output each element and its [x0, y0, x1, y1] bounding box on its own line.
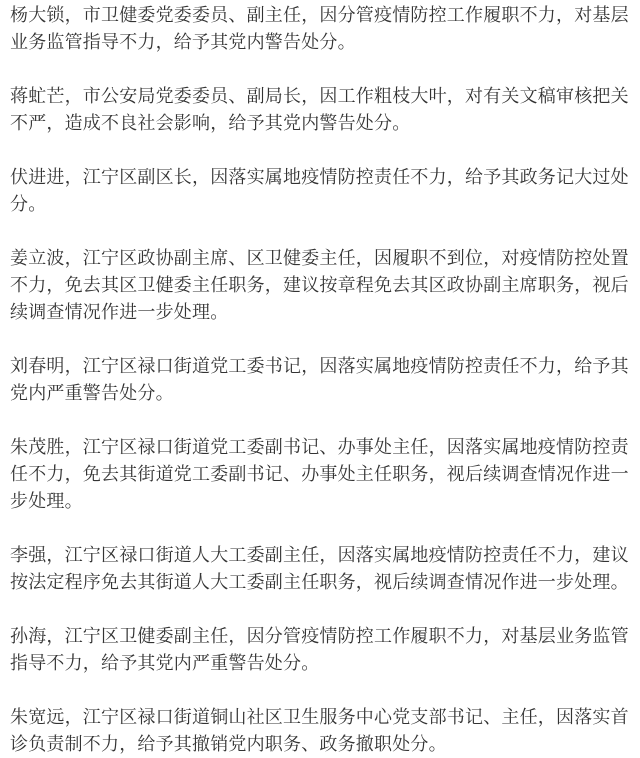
paragraph-yang-dasuo: 杨大锁，市卫健委党委委员、副主任，因分管疫情防控工作履职不力，对基层业务监管指导不力，给予其党内警告处分。	[10, 5, 629, 53]
paragraph-jiang-hongmang: 蒋虻芒，市公安局党委委员、副局长，因工作粗枝大叶，对有关文稿审核把关不严，造成不良社会影响，给予其党内警告处分。	[10, 86, 629, 134]
paragraph-jiang-libo: 姜立波，江宁区政协副主席、区卫健委主任，因履职不到位，对疫情防控处置不力，免去其区卫健委主任职务，建议按章程免去其区政协副主席职务，视后续调查情况作进一步处理。	[10, 248, 629, 323]
article-body	[0, 2, 640, 755]
paragraph-zhu-maosheng: 朱茂胜，江宁区禄口街道党工委副书记、办事处主任，因落实属地疫情防控责任不力，免去其街道党工委副书记、办事处主任职务，视后续调查情况作进一步处理。	[10, 437, 629, 512]
paragraph-liu-chunming: 刘春明，江宁区禄口街道党工委书记，因落实属地疫情防控责任不力，给予其党内严重警告处分。	[10, 356, 629, 404]
paragraph-li-qiang: 李强，江宁区禄口街道人大工委副主任，因落实属地疫情防控责任不力，建议按法定程序免去其街道人大工委副主任职务，视后续调查情况作进一步处理。	[10, 545, 629, 593]
paragraph-sun-hai: 孙海，江宁区卫健委副主任，因分管疫情防控工作履职不力，对基层业务监管指导不力，给予其党内严重警告处分。	[10, 626, 629, 674]
paragraph-fu-jinjin: 伏进进，江宁区副区长，因落实属地疫情防控责任不力，给予其政务记大过处分。	[10, 167, 629, 215]
paragraph-zhu-kuanyuan: 朱宽远，江宁区禄口街道铜山社区卫生服务中心党支部书记、主任，因落实首诊负责制不力，给予其撤销党内职务、政务撤职处分。	[10, 707, 629, 755]
